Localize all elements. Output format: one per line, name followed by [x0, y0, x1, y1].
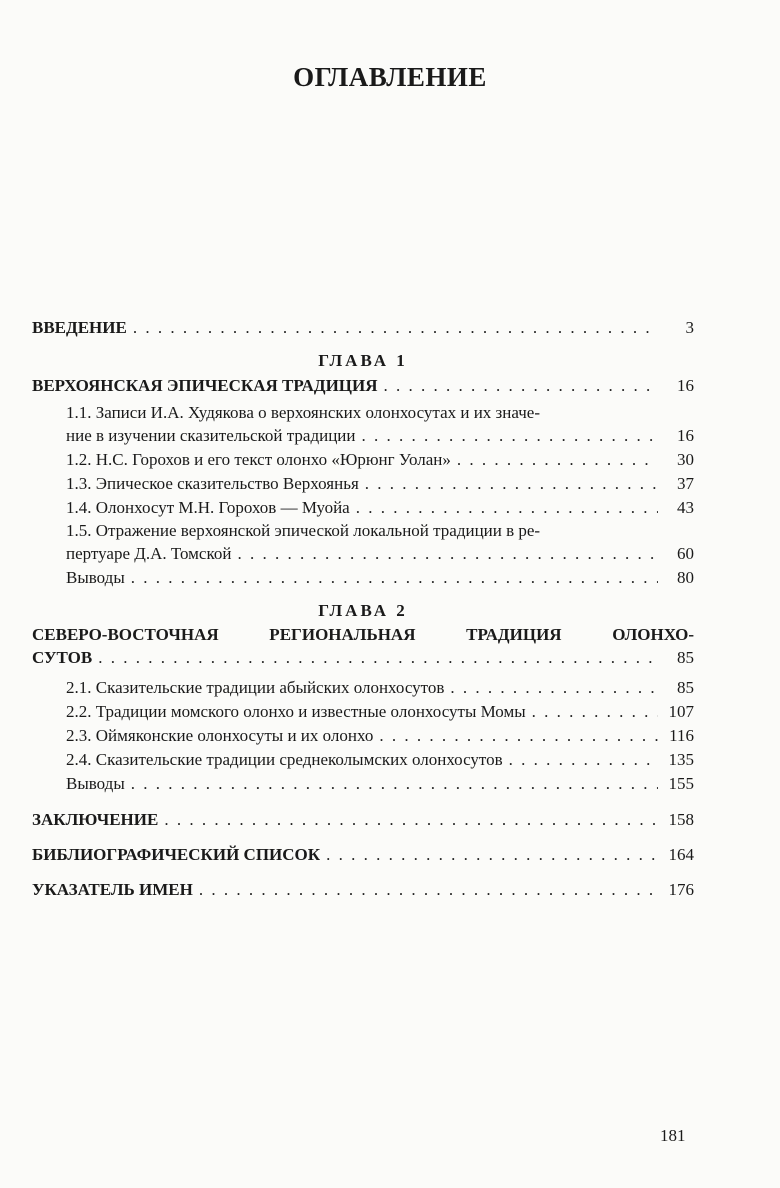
- toc-entry-page: 16: [677, 376, 694, 395]
- toc-entry-1-4[interactable]: [32, 496, 694, 520]
- toc-entry-label: 1.3. Эпическое сказительство Верхоянья: [66, 474, 359, 493]
- toc-entry-label: СУТОВ: [32, 648, 93, 667]
- toc-entry-1-3[interactable]: [32, 472, 694, 496]
- toc-entry-label: Выводы: [66, 774, 125, 793]
- toc-entry-1-1-line1[interactable]: [32, 402, 694, 424]
- dot-leader: [384, 374, 658, 398]
- toc-entry-page: 155: [668, 774, 694, 793]
- toc-entry-1-5-line1[interactable]: [32, 520, 694, 542]
- toc-entry-label: 1.2. Н.С. Горохов и его текст олонхо «Юрюнг Уолан»: [66, 450, 451, 469]
- toc-entry-label: 2.2. Традиции момского олонхо и известные олонхосуты Момы: [66, 702, 526, 721]
- toc-entry-page: 85: [677, 648, 694, 667]
- toc-entry-page: 116: [669, 726, 694, 745]
- toc-entry-chapter-2-conclusions[interactable]: [32, 772, 694, 796]
- toc-entry-page: 135: [668, 750, 694, 769]
- toc-entry-chapter-2-line1[interactable]: [32, 624, 694, 646]
- toc-entry-label: 2.4. Сказительские традиции среднеколымских олонхосутов: [66, 750, 503, 769]
- dot-leader: [131, 566, 658, 590]
- toc-entry-chapter-1-conclusions[interactable]: [32, 566, 694, 590]
- toc-entry-page: 176: [668, 880, 694, 899]
- toc-entry-label: 2.1. Сказительские традиции абыйских олонхосутов: [66, 678, 445, 697]
- toc-entry-2-4[interactable]: [32, 748, 694, 772]
- dot-leader: [362, 424, 659, 448]
- toc-entry-label: 2.3. Оймяконские олонхосуты и их олонхо: [66, 726, 374, 745]
- toc-entry-page: 60: [677, 544, 694, 563]
- toc-entry-page: 30: [677, 450, 694, 469]
- toc-entry-2-2[interactable]: [32, 700, 694, 724]
- toc-entry-2-1[interactable]: [32, 676, 694, 700]
- toc-entry-1-1[interactable]: [32, 424, 694, 448]
- toc-entry-label: БИБЛИОГРАФИЧЕСКИЙ СПИСОК: [32, 845, 321, 864]
- toc-entry-label: 1.1. Записи И.А. Худякова о верхоянских олонхосутах и их значе-: [66, 403, 540, 422]
- dot-leader: [164, 808, 658, 832]
- toc-entry-name-index[interactable]: [32, 878, 694, 902]
- toc-entry-conclusion[interactable]: [32, 808, 694, 832]
- dot-leader: [365, 472, 658, 496]
- toc-entry-1-5[interactable]: [32, 542, 694, 566]
- toc-entry-1-2[interactable]: [32, 448, 694, 472]
- toc-entry-2-3[interactable]: [32, 724, 694, 748]
- dot-leader: [356, 496, 658, 520]
- toc-entry-page: 3: [685, 318, 694, 337]
- page-number: 181: [660, 1126, 686, 1145]
- toc-entry-page: 85: [677, 678, 694, 697]
- toc-entry-page: 16: [677, 426, 694, 445]
- toc-entry-page: 80: [677, 568, 694, 587]
- toc-entry-page: 164: [668, 845, 694, 864]
- toc-entry-label: 1.4. Олонхосут М.Н. Горохов — Муойа: [66, 498, 350, 517]
- toc-entry-label: ВЕРХОЯНСКАЯ ЭПИЧЕСКАЯ ТРАДИЦИЯ: [32, 376, 378, 395]
- toc-entry-page: 37: [677, 474, 694, 493]
- toc-entry-label: ние в изучении сказительской традиции: [66, 426, 356, 445]
- dot-leader: [199, 878, 658, 902]
- table-of-contents: [32, 316, 694, 902]
- chapter-1-heading: ГЛАВА 1: [318, 351, 408, 370]
- dot-leader: [509, 748, 658, 772]
- toc-entry-label: ЗАКЛЮЧЕНИЕ: [32, 810, 159, 829]
- toc-entry-intro[interactable]: [32, 316, 694, 340]
- dot-leader: [326, 843, 658, 867]
- toc-entry-chapter-2[interactable]: [32, 646, 694, 670]
- dot-leader: [133, 316, 658, 340]
- toc-entry-label: ВВЕДЕНИЕ: [32, 318, 127, 337]
- toc-entry-page: 158: [668, 810, 694, 829]
- dot-leader: [457, 448, 658, 472]
- dot-leader: [450, 676, 658, 700]
- dot-leader: [98, 646, 658, 670]
- toc-entry-label: пертуаре Д.А. Томской: [66, 544, 232, 563]
- toc-entry-label: Выводы: [66, 568, 125, 587]
- dot-leader: [532, 700, 658, 724]
- page-title: ОГЛАВЛЕНИЕ: [293, 62, 487, 92]
- dot-leader: [237, 542, 658, 566]
- toc-entry-bibliography[interactable]: [32, 843, 694, 867]
- toc-entry-page: 107: [668, 702, 694, 721]
- toc-entry-label: 1.5. Отражение верхоянской эпической локальной традиции в ре-: [66, 521, 541, 540]
- chapter-2-heading: ГЛАВА 2: [318, 601, 408, 620]
- toc-entry-label: УКАЗАТЕЛЬ ИМЕН: [32, 880, 193, 899]
- dot-leader: [379, 724, 658, 748]
- toc-entry-chapter-1[interactable]: [32, 374, 694, 398]
- toc-entry-page: 43: [677, 498, 694, 517]
- dot-leader: [131, 772, 658, 796]
- toc-entry-label: СЕВЕРО-ВОСТОЧНАЯ РЕГИОНАЛЬНАЯ ТРАДИЦИЯ ОЛОНХО-: [32, 625, 694, 644]
